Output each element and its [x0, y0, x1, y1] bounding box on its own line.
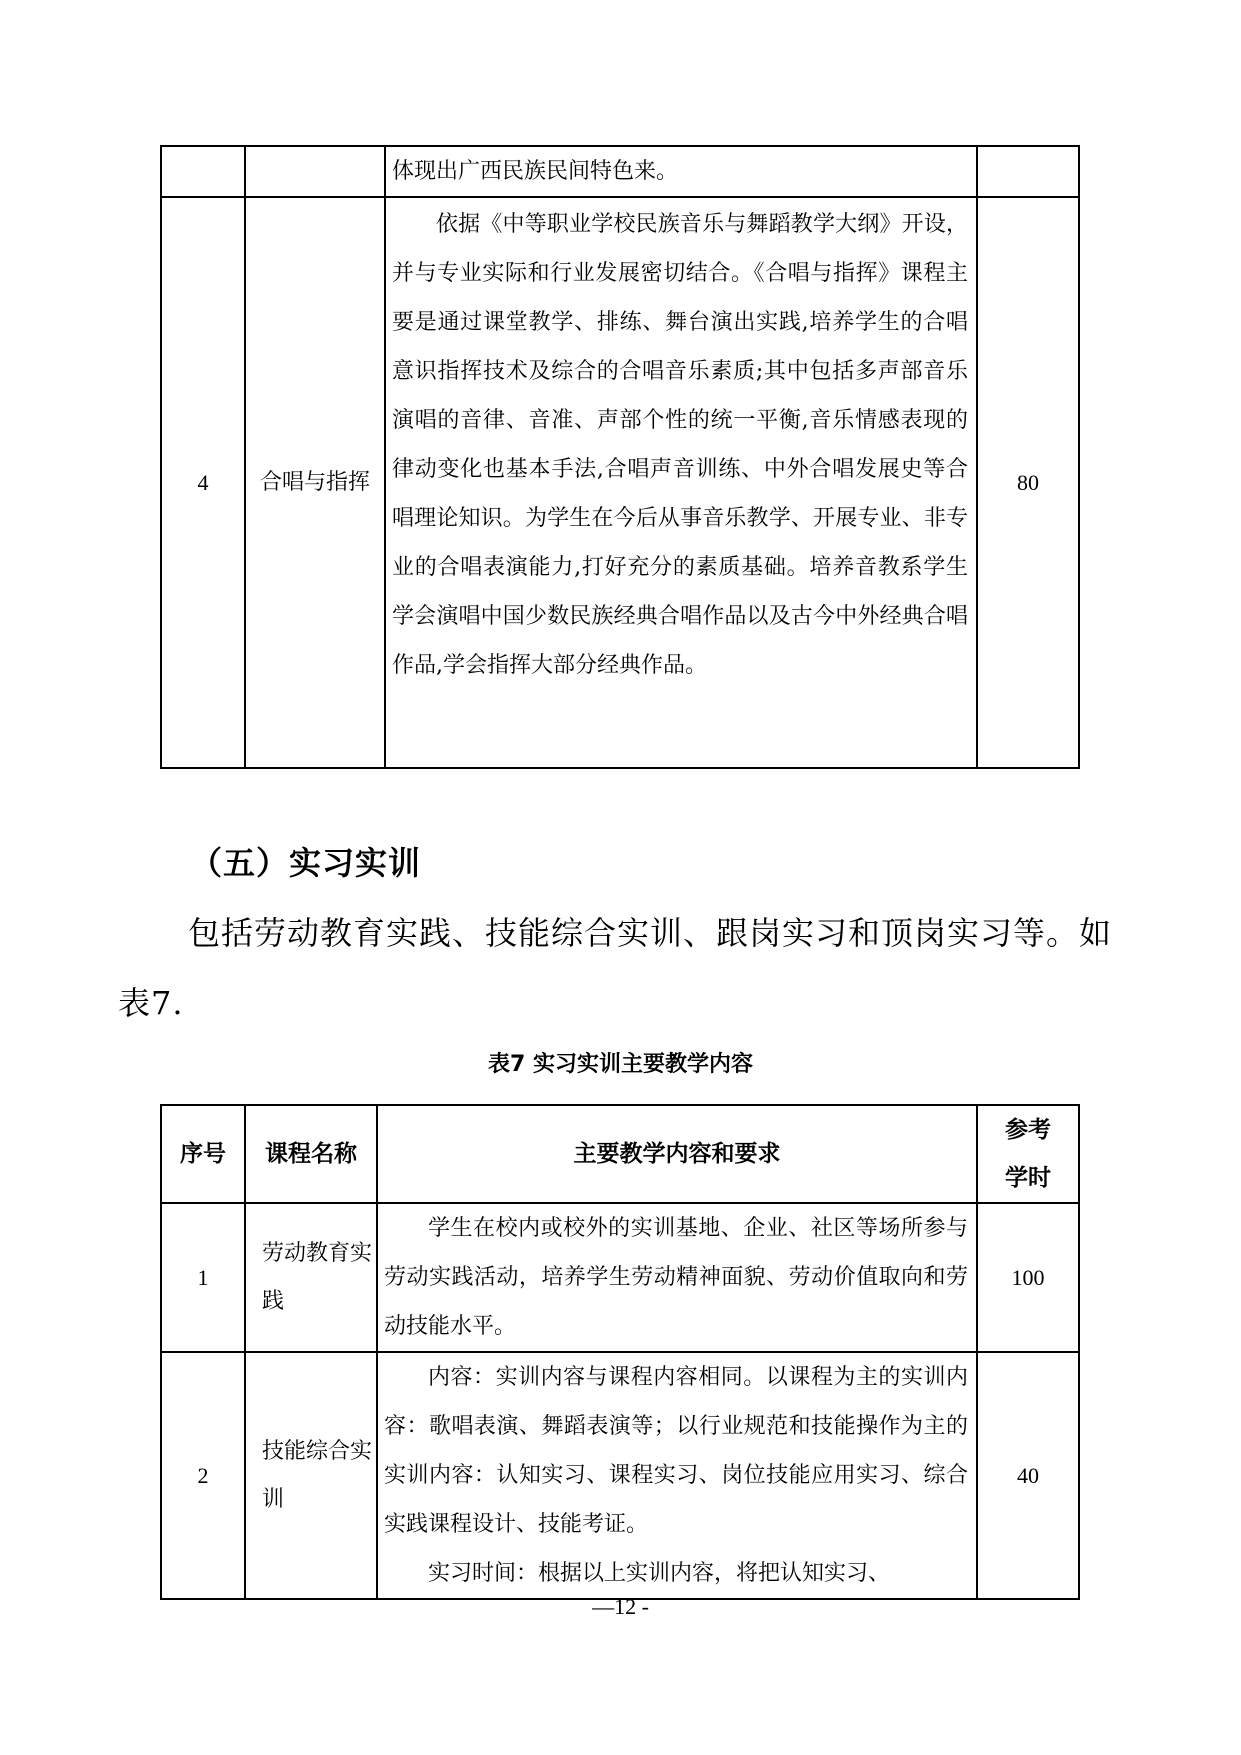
- table-row: [161, 146, 1079, 197]
- name-cell: [245, 146, 385, 197]
- section-paragraph: [118, 898, 1118, 1038]
- hours-cell: 40: [977, 1352, 1079, 1599]
- content-text: 内容：实训内容与课程内容相同。以课程为主的实训内容：歌唱表演、舞蹈表演等；以行业规范和技能操作为主的实训内容：认知实习、课程实习、岗位技能应用实习、综合实践课程设计、技能考证。: [384, 1365, 968, 1537]
- name-cell: 技能综合实训: [245, 1352, 377, 1599]
- table-row: [161, 1203, 1079, 1352]
- hours-cell: 80: [977, 197, 1079, 768]
- table-row: [161, 1352, 1079, 1599]
- content-text: 学生在校内或校外的实训基地、企业、社区等场所参与劳动实践活动，培养学生劳动精神面貌、劳动价值取向和劳动技能水平。: [384, 1216, 968, 1339]
- table-row: [161, 197, 1079, 768]
- seq-cell: [161, 146, 245, 197]
- table-caption: 表7 实习实训主要教学内容: [488, 1052, 753, 1077]
- content-cell: [377, 1352, 977, 1599]
- header-hours: 参考学时: [977, 1105, 1079, 1203]
- header-name: 课程名称: [245, 1105, 377, 1203]
- paragraph-text: 包括劳动教育实践、技能综合实训、跟岗实习和顶岗实习等。如表7.: [118, 914, 1113, 1022]
- internship-table: [160, 1104, 1080, 1600]
- hours-cell: [977, 146, 1079, 197]
- content-text-2: 实习时间：根据以上实训内容，将把认知实习、: [428, 1561, 891, 1586]
- content-text: 依据《中等职业学校民族音乐与舞蹈教学大纲》开设，并与专业实际和行业发展密切结合。《合唱与指挥》课程主要是通过课堂教学、排练、舞台演出实践,培养学生的合唱意识指挥技术及综合的合唱音乐素质;其中包括多声部音乐演唱的音律、音准、声部个性的统一平衡,音乐情感表现的律动变化也基本手法,合唱声音训练、中外合唱发展史等合唱理论知识。为学生在今后从事音乐教学、开展专业、非专业的合唱表演能力,打好充分的素质基础。培养音教系学生学会演唱中国少数民族经典合唱作品以及古今中外经典合唱作品,学会指挥大部分经典作品。: [392, 212, 968, 678]
- header-seq: 序号: [161, 1105, 245, 1203]
- content-cell: [377, 1203, 977, 1352]
- content-cell: [385, 197, 977, 768]
- section-title: （五）实习实训: [190, 844, 422, 882]
- table-header-row: [161, 1105, 1079, 1203]
- hours-cell: 100: [977, 1203, 1079, 1352]
- content-cell: [385, 146, 977, 197]
- seq-cell: 2: [161, 1352, 245, 1599]
- seq-cell: 4: [161, 197, 245, 768]
- name-cell: 合唱与指挥: [245, 197, 385, 768]
- course-table-continued: [160, 145, 1080, 769]
- header-content: 主要教学内容和要求: [377, 1105, 977, 1203]
- content-text: 体现出广西民族民间特色来。: [392, 159, 679, 184]
- name-cell: 劳动教育实践: [245, 1203, 377, 1352]
- page-number: —12 -: [592, 1594, 649, 1619]
- seq-cell: 1: [161, 1203, 245, 1352]
